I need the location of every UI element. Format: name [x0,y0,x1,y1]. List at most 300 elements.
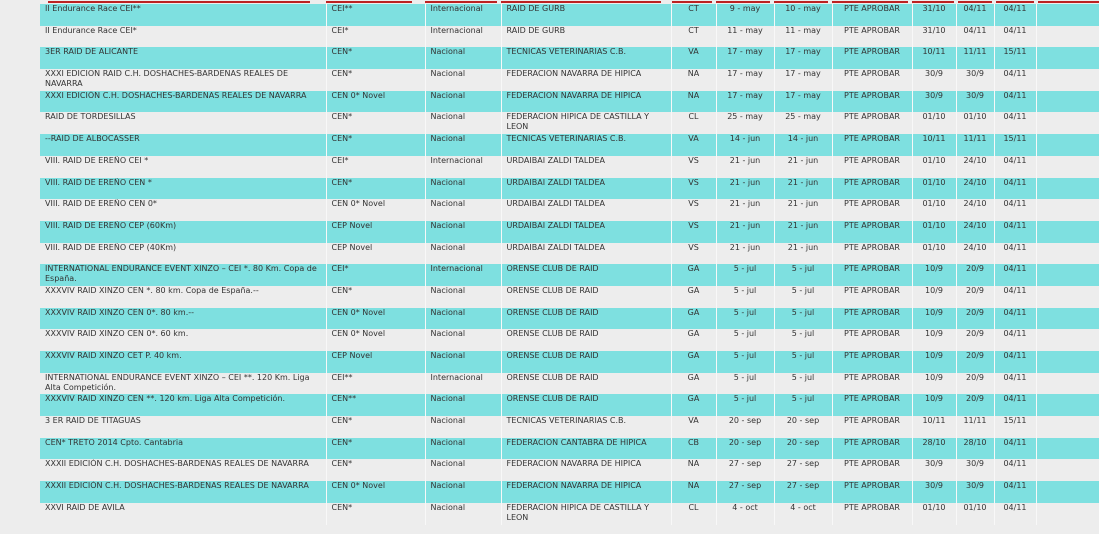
event-region: NA [671,69,716,91]
event-status: PTE APROBAR [832,481,912,503]
event-name: XXXI EDICION RAID C.H. DOSHACHES-BARDENAS REALES DE NAVARRA [40,69,326,91]
table-row [40,503,1099,525]
event-spacer [1036,308,1099,330]
event-category: CEN* [326,134,425,156]
event-spacer [1036,286,1099,308]
event-date-1: 10/9 [912,373,956,395]
event-status: PTE APROBAR [832,438,912,460]
event-region: CL [671,503,716,525]
event-date-2: 20/9 [956,308,994,330]
event-organizer: ORENSE CLUB DE RAID [501,329,671,351]
event-scope: Nacional [425,329,501,351]
event-spacer [1036,134,1099,156]
event-scope: Internacional [425,156,501,178]
event-status: PTE APROBAR [832,91,912,113]
event-organizer: ORENSE CLUB DE RAID [501,351,671,373]
event-organizer: FEDERACION NAVARRA DE HIPICA [501,459,671,481]
event-region: VS [671,178,716,200]
event-spacer [1036,243,1099,265]
event-spacer [1036,112,1099,134]
event-start-date: 25 - may [716,112,774,134]
event-name: XXXVIV RAID XINZO CEN 0*. 60 km. [40,329,326,351]
event-date-1: 30/9 [912,91,956,113]
event-scope: Nacional [425,438,501,460]
event-date-2: 11/11 [956,47,994,69]
event-category: CEN* [326,178,425,200]
event-date-3: 04/11 [994,351,1036,373]
event-date-3: 04/11 [994,481,1036,503]
event-scope: Internacional [425,264,501,286]
event-spacer [1036,264,1099,286]
event-status: PTE APROBAR [832,26,912,48]
event-status: PTE APROBAR [832,221,912,243]
event-region: CB [671,438,716,460]
event-name: VIII. RAID DE EREÑO CEP (40Km) [40,243,326,265]
event-organizer: URDAIBAI ZALDI TALDEA [501,199,671,221]
event-date-3: 15/11 [994,47,1036,69]
event-organizer: ORENSE CLUB DE RAID [501,373,671,395]
event-date-1: 01/10 [912,503,956,525]
table-row [40,69,1099,91]
event-status: PTE APROBAR [832,69,912,91]
event-start-date: 4 - oct [716,503,774,525]
event-status: PTE APROBAR [832,394,912,416]
event-date-1: 28/10 [912,438,956,460]
event-organizer: FEDERACION HIPICA DE CASTILLA Y LEON [501,503,671,525]
event-start-date: 11 - may [716,26,774,48]
event-date-2: 30/9 [956,459,994,481]
event-name: XXXVIV RAID XINZO CEN *. 80 km. Copa de España.-- [40,286,326,308]
event-scope: Internacional [425,26,501,48]
event-category: CEN** [326,394,425,416]
event-start-date: 5 - jul [716,286,774,308]
event-category: CEI** [326,373,425,395]
table-row [40,47,1099,69]
event-start-date: 9 - may [716,4,774,26]
event-start-date: 5 - jul [716,373,774,395]
event-date-3: 04/11 [994,156,1036,178]
event-name: INTERNATIONAL ENDURANCE EVENT XINZO – CEI *. 80 Km. Copa de España. [40,264,326,286]
event-organizer: TECNICAS VETERINARIAS C.B. [501,416,671,438]
event-status: PTE APROBAR [832,156,912,178]
event-scope: Nacional [425,47,501,69]
table-row [40,134,1099,156]
event-date-3: 04/11 [994,69,1036,91]
table-row [40,416,1099,438]
event-organizer: FEDERACION CANTABRA DE HIPICA [501,438,671,460]
table-row [40,351,1099,373]
event-start-date: 17 - may [716,91,774,113]
event-status: PTE APROBAR [832,503,912,525]
event-spacer [1036,394,1099,416]
event-region: NA [671,459,716,481]
event-organizer: ORENSE CLUB DE RAID [501,308,671,330]
event-date-3: 04/11 [994,178,1036,200]
table-row [40,329,1099,351]
event-category: CEN 0* Novel [326,481,425,503]
event-date-1: 10/9 [912,329,956,351]
event-category: CEN* [326,47,425,69]
event-start-date: 17 - may [716,47,774,69]
event-region: VA [671,47,716,69]
event-spacer [1036,47,1099,69]
event-date-1: 01/10 [912,243,956,265]
event-name: XXXII EDICIÓN C.H. DOSHACHES-BARDENAS REALES DE NAVARRA [40,459,326,481]
event-status: PTE APROBAR [832,329,912,351]
event-region: GA [671,308,716,330]
event-end-date: 17 - may [774,47,832,69]
event-scope: Nacional [425,221,501,243]
event-name: --RAID DE ALBOCASSER [40,134,326,156]
event-end-date: 5 - jul [774,264,832,286]
event-status: PTE APROBAR [832,286,912,308]
event-date-1: 01/10 [912,156,956,178]
event-start-date: 27 - sep [716,459,774,481]
event-name: 3ER RAID DE ALICANTE [40,47,326,69]
event-date-2: 24/10 [956,221,994,243]
event-date-3: 04/11 [994,394,1036,416]
table-row [40,438,1099,460]
event-spacer [1036,438,1099,460]
event-organizer: TECNICAS VETERINARIAS C.B. [501,47,671,69]
event-category: CEN* [326,416,425,438]
event-date-2: 04/11 [956,26,994,48]
event-status: PTE APROBAR [832,351,912,373]
event-date-3: 04/11 [994,91,1036,113]
event-end-date: 5 - jul [774,394,832,416]
event-start-date: 20 - sep [716,416,774,438]
event-organizer: FEDERACION NAVARRA DE HIPICA [501,481,671,503]
event-status: PTE APROBAR [832,4,912,26]
event-organizer: URDAIBAI ZALDI TALDEA [501,243,671,265]
event-end-date: 20 - sep [774,416,832,438]
event-date-1: 01/10 [912,221,956,243]
event-category: CEN 0* Novel [326,329,425,351]
event-date-2: 24/10 [956,178,994,200]
event-end-date: 20 - sep [774,438,832,460]
event-date-3: 04/11 [994,112,1036,134]
event-name: VIII. RAID DE EREÑO CEN 0* [40,199,326,221]
event-spacer [1036,481,1099,503]
event-region: CT [671,26,716,48]
event-spacer [1036,221,1099,243]
event-region: VA [671,416,716,438]
event-status: PTE APROBAR [832,199,912,221]
event-date-2: 20/9 [956,394,994,416]
event-organizer: FEDERACION NAVARRA DE HIPICA [501,69,671,91]
event-start-date: 14 - jun [716,134,774,156]
event-name: VIII. RAID DE EREÑO CEN * [40,178,326,200]
event-date-3: 04/11 [994,503,1036,525]
event-category: CEI** [326,4,425,26]
event-region: CL [671,112,716,134]
event-end-date: 21 - jun [774,199,832,221]
event-end-date: 17 - may [774,69,832,91]
event-name: XXVI RAID DE AVILA [40,503,326,525]
event-end-date: 11 - may [774,26,832,48]
event-date-2: 11/11 [956,416,994,438]
event-region: NA [671,481,716,503]
event-category: CEN* [326,69,425,91]
event-start-date: 21 - jun [716,178,774,200]
event-category: CEP Novel [326,221,425,243]
event-spacer [1036,329,1099,351]
event-date-3: 04/11 [994,264,1036,286]
table-row [40,199,1099,221]
event-region: VS [671,243,716,265]
event-region: NA [671,91,716,113]
event-region: GA [671,264,716,286]
event-category: CEN 0* Novel [326,91,425,113]
event-spacer [1036,459,1099,481]
event-end-date: 5 - jul [774,351,832,373]
event-end-date: 4 - oct [774,503,832,525]
event-category: CEI* [326,264,425,286]
event-date-1: 30/9 [912,459,956,481]
event-region: VS [671,199,716,221]
event-date-1: 31/10 [912,26,956,48]
event-name: II Endurance Race CEI** [40,4,326,26]
event-scope: Nacional [425,243,501,265]
event-date-2: 30/9 [956,69,994,91]
event-scope: Nacional [425,481,501,503]
table-row [40,221,1099,243]
event-date-3: 04/11 [994,329,1036,351]
event-category: CEI* [326,26,425,48]
table-row [40,459,1099,481]
event-date-3: 04/11 [994,459,1036,481]
event-organizer: RAID DE GURB [501,26,671,48]
table-row [40,308,1099,330]
event-start-date: 5 - jul [716,329,774,351]
event-spacer [1036,26,1099,48]
event-date-2: 24/10 [956,156,994,178]
event-category: CEP Novel [326,243,425,265]
event-date-3: 04/11 [994,221,1036,243]
event-organizer: ORENSE CLUB DE RAID [501,286,671,308]
event-end-date: 17 - may [774,91,832,113]
event-organizer: ORENSE CLUB DE RAID [501,394,671,416]
event-scope: Internacional [425,4,501,26]
event-scope: Nacional [425,69,501,91]
event-name: II Endurance Race CEI* [40,26,326,48]
event-status: PTE APROBAR [832,264,912,286]
event-start-date: 5 - jul [716,351,774,373]
table-row [40,394,1099,416]
event-end-date: 21 - jun [774,156,832,178]
event-scope: Nacional [425,286,501,308]
event-start-date: 5 - jul [716,394,774,416]
event-date-1: 10/9 [912,286,956,308]
event-scope: Nacional [425,134,501,156]
event-end-date: 10 - may [774,4,832,26]
event-start-date: 20 - sep [716,438,774,460]
table-row [40,26,1099,48]
event-date-1: 01/10 [912,112,956,134]
event-start-date: 5 - jul [716,264,774,286]
event-start-date: 21 - jun [716,199,774,221]
table-row [40,373,1099,395]
event-date-1: 01/10 [912,178,956,200]
event-category: CEN* [326,112,425,134]
event-region: CT [671,4,716,26]
event-category: CEN* [326,459,425,481]
event-end-date: 21 - jun [774,178,832,200]
event-category: CEN 0* Novel [326,199,425,221]
event-date-3: 15/11 [994,416,1036,438]
event-date-3: 04/11 [994,308,1036,330]
event-region: GA [671,394,716,416]
event-date-2: 30/9 [956,481,994,503]
table-row [40,156,1099,178]
event-region: GA [671,373,716,395]
event-name: VIII. RAID DE EREÑO CEI * [40,156,326,178]
event-category: CEN* [326,286,425,308]
event-end-date: 21 - jun [774,221,832,243]
event-date-2: 20/9 [956,264,994,286]
event-scope: Nacional [425,91,501,113]
table-row [40,481,1099,503]
event-name: XXXVIV RAID XINZO CEN **. 120 km. Liga Alta Competición. [40,394,326,416]
event-name: VIII. RAID DE EREÑO CEP (60Km) [40,221,326,243]
event-status: PTE APROBAR [832,47,912,69]
event-end-date: 21 - jun [774,243,832,265]
event-scope: Nacional [425,416,501,438]
events-table-body [40,4,1099,525]
event-date-2: 20/9 [956,286,994,308]
event-region: GA [671,351,716,373]
event-name: RAID DE TORDESILLAS [40,112,326,134]
event-name: XXXII EDICIÓN C.H. DOSHACHES-BARDENAS REALES DE NAVARRA [40,481,326,503]
event-scope: Nacional [425,199,501,221]
event-start-date: 21 - jun [716,156,774,178]
event-date-1: 10/9 [912,264,956,286]
event-end-date: 5 - jul [774,308,832,330]
event-category: CEN* [326,438,425,460]
event-date-1: 10/9 [912,351,956,373]
event-date-2: 20/9 [956,351,994,373]
event-status: PTE APROBAR [832,373,912,395]
event-date-3: 04/11 [994,243,1036,265]
event-date-1: 10/11 [912,134,956,156]
event-organizer: URDAIBAI ZALDI TALDEA [501,156,671,178]
event-spacer [1036,503,1099,525]
event-scope: Internacional [425,373,501,395]
event-category: CEN* [326,503,425,525]
event-date-2: 20/9 [956,373,994,395]
event-organizer: RAID DE GURB [501,4,671,26]
event-date-3: 04/11 [994,286,1036,308]
table-row [40,178,1099,200]
event-end-date: 27 - sep [774,481,832,503]
event-spacer [1036,178,1099,200]
event-category: CEI* [326,156,425,178]
event-scope: Nacional [425,351,501,373]
event-spacer [1036,4,1099,26]
event-date-1: 01/10 [912,199,956,221]
event-date-3: 04/11 [994,373,1036,395]
event-region: GA [671,286,716,308]
event-name: XXXVIV RAID XINZO CET P. 40 km. [40,351,326,373]
event-status: PTE APROBAR [832,416,912,438]
event-name: 3 ER RAID DE TITAGUAS [40,416,326,438]
event-date-3: 04/11 [994,438,1036,460]
event-region: GA [671,329,716,351]
event-end-date: 5 - jul [774,373,832,395]
table-row [40,91,1099,113]
event-end-date: 27 - sep [774,459,832,481]
event-date-1: 31/10 [912,4,956,26]
event-organizer: URDAIBAI ZALDI TALDEA [501,221,671,243]
event-status: PTE APROBAR [832,134,912,156]
event-date-2: 01/10 [956,112,994,134]
event-start-date: 21 - jun [716,243,774,265]
event-date-3: 04/11 [994,26,1036,48]
table-row [40,112,1099,134]
event-end-date: 25 - may [774,112,832,134]
event-category: CEN 0* Novel [326,308,425,330]
event-date-2: 04/11 [956,4,994,26]
event-scope: Nacional [425,308,501,330]
event-spacer [1036,199,1099,221]
event-region: VS [671,156,716,178]
event-start-date: 5 - jul [716,308,774,330]
event-spacer [1036,351,1099,373]
event-date-1: 30/9 [912,69,956,91]
event-name: CEN* TRETO 2014 Cpto. Cantabria [40,438,326,460]
table-row [40,286,1099,308]
event-scope: Nacional [425,503,501,525]
event-date-2: 28/10 [956,438,994,460]
table-row [40,243,1099,265]
event-end-date: 5 - jul [774,329,832,351]
event-date-2: 20/9 [956,329,994,351]
event-date-2: 24/10 [956,199,994,221]
event-organizer: FEDERACION NAVARRA DE HIPICA [501,91,671,113]
event-status: PTE APROBAR [832,243,912,265]
event-organizer: ORENSE CLUB DE RAID [501,264,671,286]
events-table [40,4,1099,525]
event-scope: Nacional [425,178,501,200]
event-region: VA [671,134,716,156]
table-row [40,264,1099,286]
event-spacer [1036,373,1099,395]
event-date-2: 11/11 [956,134,994,156]
event-name: XXXI EDICIÓN C.H. DOSHACHES-BARDENAS REALES DE NAVARRA [40,91,326,113]
event-name: XXXVIV RAID XINZO CEN 0*. 80 km.-- [40,308,326,330]
event-date-3: 15/11 [994,134,1036,156]
event-date-2: 30/9 [956,91,994,113]
event-region: VS [671,221,716,243]
event-organizer: FEDERACION HIPICA DE CASTILLA Y LEON [501,112,671,134]
event-date-3: 04/11 [994,199,1036,221]
event-status: PTE APROBAR [832,308,912,330]
table-row [40,4,1099,26]
event-start-date: 21 - jun [716,221,774,243]
event-date-2: 01/10 [956,503,994,525]
event-status: PTE APROBAR [832,178,912,200]
event-spacer [1036,69,1099,91]
event-end-date: 5 - jul [774,286,832,308]
event-organizer: URDAIBAI ZALDI TALDEA [501,178,671,200]
event-end-date: 14 - jun [774,134,832,156]
event-date-3: 04/11 [994,4,1036,26]
event-date-1: 10/9 [912,394,956,416]
event-organizer: TECNICAS VETERINARIAS C.B. [501,134,671,156]
event-date-1: 10/9 [912,308,956,330]
event-scope: Nacional [425,112,501,134]
event-date-1: 30/9 [912,481,956,503]
